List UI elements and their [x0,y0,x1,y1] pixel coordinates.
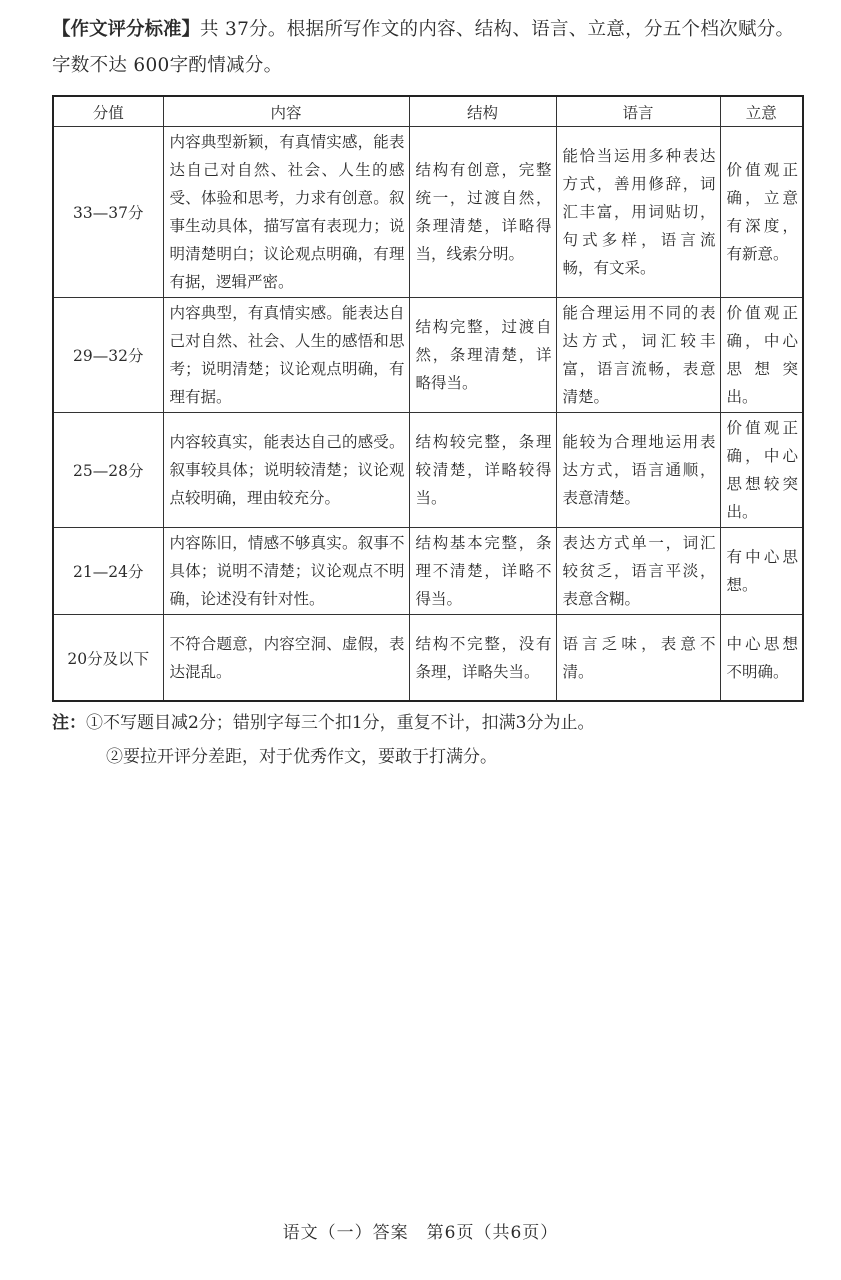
structure-cell: 结构完整，过渡自然，条理清楚，详略得当。 [409,298,556,413]
rubric-title: 【作文评分标准】 [52,19,201,40]
header-score: 分值 [53,96,163,127]
content-cell: 内容典型新颖，有真情实感，能表达自己对自然、社会、人生的感受、体验和思考，力求有创意。叙事生动具体，描写富有表现力；说明清楚明白；议论观点明确，有理有据，逻辑严密。 [163,127,409,298]
structure-cell: 结构基本完整，条理不清楚，详略不得当。 [409,528,556,615]
structure-cell: 结构较完整，条理较清楚，详略较得当。 [409,413,556,528]
intro-paragraph [52,12,822,84]
page-footer: 语文（一）答案 第6页（共6页） [282,1223,559,1243]
note-1-text: ①不写题目减2分；错别字每三个扣1分，重复不计，扣满3分为止。 [86,713,595,733]
notes-label: 注： [52,713,86,733]
structure-cell: 结构不完整，没有条理，详略失当。 [409,615,556,702]
score-cell: 20分及以下 [53,615,163,702]
table-row [53,127,803,298]
intro-line-1 [52,12,822,48]
header-content: 内容 [163,96,409,127]
theme-cell: 有中心思想。 [720,528,803,615]
content-cell: 内容陈旧，情感不够真实。叙事不具体；说明不清楚；议论观点不明确，论述没有针对性。 [163,528,409,615]
note-1 [52,706,822,740]
theme-cell: 价值观正确，立意有深度，有新意。 [720,127,803,298]
content-cell: 内容典型，有真情实感。能表达自己对自然、社会、人生的感悟和思考；说明清楚；议论观点明确，有理有据。 [163,298,409,413]
language-cell: 表达方式单一，词汇较贫乏，语言平淡，表意含糊。 [556,528,720,615]
theme-cell: 价值观正确，中心思想突出。 [720,298,803,413]
language-cell: 能合理运用不同的表达方式，词汇较丰富，语言流畅，表意清楚。 [556,298,720,413]
score-cell: 33—37分 [53,127,163,298]
score-cell: 25—28分 [53,413,163,528]
content-cell: 不符合题意，内容空洞、虚假，表达混乱。 [163,615,409,702]
header-theme: 立意 [720,96,803,127]
note-2: ②要拉开评分差距，对于优秀作文，要敢于打满分。 [106,747,497,767]
structure-cell: 结构有创意，完整统一，过渡自然，条理清楚，详略得当，线索分明。 [409,127,556,298]
notes-section [52,706,822,774]
language-cell: 能恰当运用多种表达方式，善用修辞，词汇丰富，用词贴切，句式多样，语言流畅，有文采。 [556,127,720,298]
theme-cell: 价值观正确，中心思想较突出。 [720,413,803,528]
score-cell: 29—32分 [53,298,163,413]
theme-cell: 中心思想不明确。 [720,615,803,702]
intro-line-1-text: 共 37分。根据所写作文的内容、结构、语言、立意，分五个档次赋分。 [200,19,795,40]
table-row [53,413,803,528]
language-cell: 语言乏味，表意不清。 [556,615,720,702]
header-structure: 结构 [409,96,556,127]
language-cell: 能较为合理地运用表达方式，语言通顺，表意清楚。 [556,413,720,528]
content-cell: 内容较真实，能表达自己的感受。叙事较具体；说明较清楚；议论观点较明确，理由较充分。 [163,413,409,528]
rubric-table [52,95,804,702]
score-cell: 21—24分 [53,528,163,615]
table-row [53,615,803,702]
header-language: 语言 [556,96,720,127]
intro-line-2: 字数不达 600字酌情减分。 [52,55,283,76]
table-row [53,298,803,413]
table-header-row [53,96,803,127]
table-row [53,528,803,615]
